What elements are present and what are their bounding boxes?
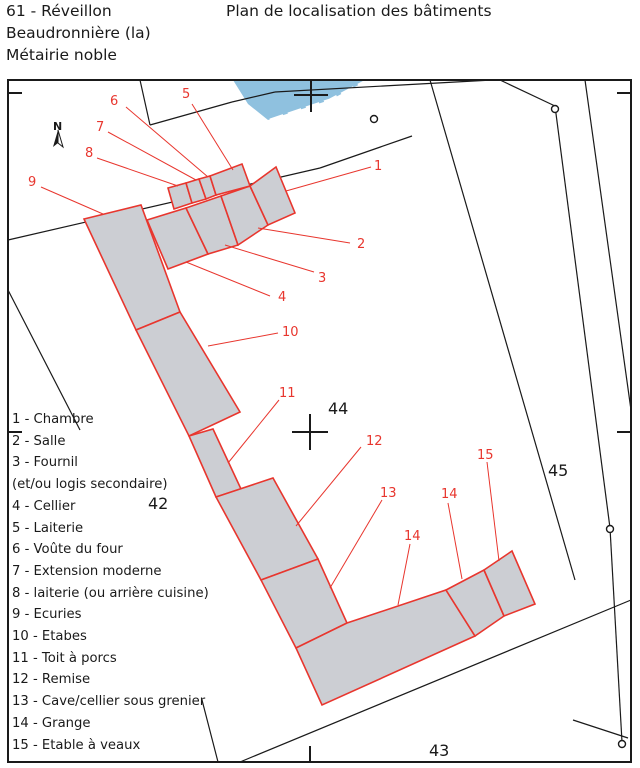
legend-item: 12 - Remise bbox=[12, 672, 91, 688]
map-title: Plan de localisation des bâtiments bbox=[226, 2, 492, 20]
site-name: Beaudronnière (la) bbox=[6, 24, 151, 42]
legend bbox=[12, 409, 209, 756]
label-9: 9 bbox=[28, 175, 37, 190]
grid-cross-center bbox=[292, 414, 328, 450]
parcel-42: 42 bbox=[148, 494, 169, 513]
label-3: 3 bbox=[318, 271, 327, 286]
label-15: 15 bbox=[477, 448, 494, 463]
legend-item: 9 - Ecuries bbox=[12, 607, 82, 623]
label-2: 2 bbox=[357, 237, 366, 252]
legend-item: 8 - laiterie (ou arrière cuisine) bbox=[12, 585, 209, 601]
legend-item: 5 - Laiterie bbox=[12, 520, 84, 536]
parcel-44: 44 bbox=[328, 399, 349, 418]
label-14b: 14 bbox=[441, 487, 458, 502]
label-10: 10 bbox=[282, 325, 299, 340]
legend-item: 15 - Etable à veaux bbox=[12, 737, 141, 753]
legend-item: 3 - Fournil bbox=[12, 455, 78, 471]
legend-item: 14 - Grange bbox=[12, 715, 91, 731]
label-13: 13 bbox=[380, 486, 397, 501]
label-12: 12 bbox=[366, 434, 383, 449]
label-5: 5 bbox=[182, 87, 191, 102]
legend-item: (et/ou logis secondaire) bbox=[12, 477, 168, 493]
legend-item: 6 - Voûte du four bbox=[12, 542, 123, 558]
north-label: N bbox=[53, 120, 63, 133]
legend-item: 10 - Etabes bbox=[12, 629, 87, 645]
legend-item: 4 - Cellier bbox=[12, 498, 76, 514]
label-7: 7 bbox=[96, 120, 105, 135]
parcel-43: 43 bbox=[429, 741, 450, 760]
legend-item: 11 - Toit à porcs bbox=[12, 650, 117, 666]
legend-item: 2 - Salle bbox=[12, 433, 66, 449]
label-1: 1 bbox=[374, 159, 383, 174]
legend-item: 13 - Cave/cellier sous grenier bbox=[12, 694, 206, 710]
label-8: 8 bbox=[85, 146, 94, 161]
label-14a: 14 bbox=[404, 529, 421, 544]
parcel-45: 45 bbox=[548, 461, 569, 480]
label-6: 6 bbox=[110, 94, 119, 109]
label-4: 4 bbox=[278, 290, 287, 305]
site-type: Métairie noble bbox=[6, 46, 117, 64]
legend-item: 7 - Extension moderne bbox=[12, 563, 162, 579]
pond-area bbox=[233, 80, 368, 120]
legend-item: 1 - Chambre bbox=[12, 412, 94, 427]
label-11: 11 bbox=[279, 386, 296, 401]
site-commune: 61 - Réveillon bbox=[6, 2, 112, 20]
